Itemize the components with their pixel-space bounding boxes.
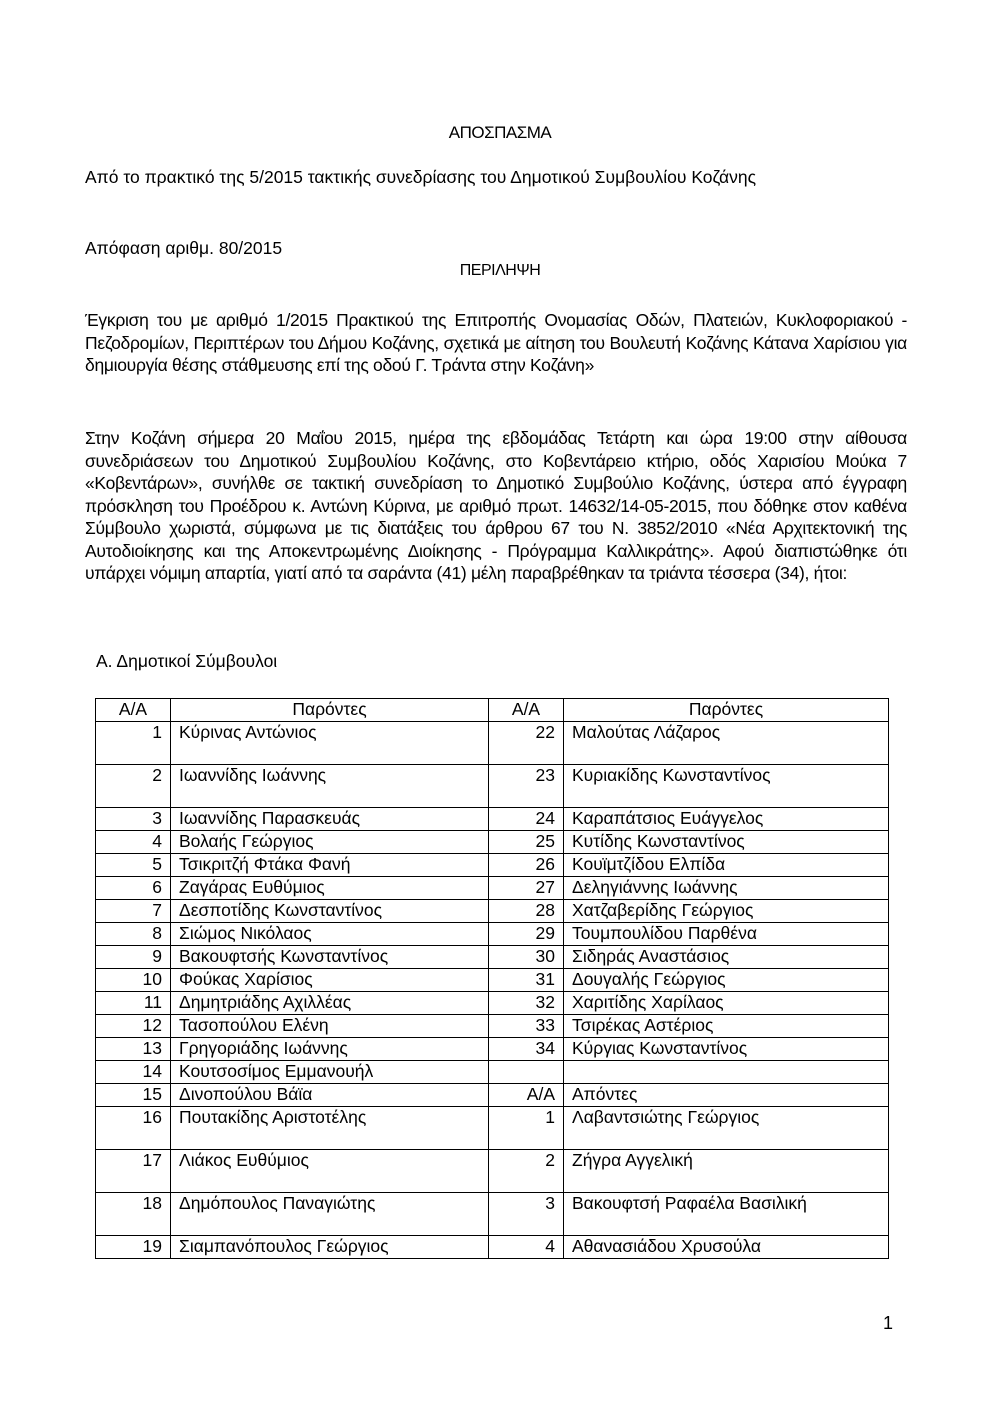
cell-number-left: 10 — [96, 969, 171, 992]
cell-number-right: 31 — [489, 969, 564, 992]
cell-number-left: 13 — [96, 1038, 171, 1061]
table-header-row — [96, 699, 889, 722]
session-paragraph: Στην Κοζάνη σήμερα 20 Μαΐου 2015, ημέρα της εβδομάδας Τετάρτη και ώρα 19:00 στην αίθουσα συνεδριάσεων του Δημοτικού Συμβουλίου Κοζάνης, στο Κοβεντάρειο κτήριο, οδός Χαρισίου Μούκα 7 «Κοβεντάρων», συνήλθε σε τακτική συνεδρίαση το Δημοτικό Συμβούλιο Κοζάνης, ύστερα από έγγραφη πρόσκληση του Προέδρου κ. Αντώνη Κύρινα, με αριθμό πρωτ. 14632/14-05-2015, που δόθηκε στον καθένα Σύμβουλο χωριστά, σύμφωνα με τις διατάξεις του άρθρου 67 του Ν. 3852/2010 «Νέα Αρχιτεκτονική της Αυτοδιοίκησης και της Αποκεντρωμένης Διοίκησης - Πρόγραμμα Καλλικράτης». Αφού διαπιστώθηκε ότι υπάρχει νόμιμη απαρτία, γιατί από τα σαράντα (41) μέλη παραβρέθηκαν τα τριάντα τέσσερα (34), ήτοι: — [85, 428, 907, 583]
cell-name-left: Ιωαννίδης Παρασκευάς — [171, 808, 489, 831]
table-row — [96, 877, 889, 900]
cell-name-right: Μαλούτας Λάζαρος — [564, 722, 889, 765]
header-aa-left: Α/Α — [96, 699, 171, 722]
summary-heading: ΠΕΡΙΛΗΨΗ — [459, 262, 541, 279]
cell-number-right: 3 — [489, 1193, 564, 1236]
table-row — [96, 1107, 889, 1150]
cell-number-right: 26 — [489, 854, 564, 877]
cell-name-right: Κύργιας Κωνσταντίνος — [564, 1038, 889, 1061]
cell-name-left: Βολαής Γεώργιος — [171, 831, 489, 854]
members-table — [95, 698, 889, 1259]
cell-number-left: 14 — [96, 1061, 171, 1084]
cell-name-left: Δινοπούλου Βάϊα — [171, 1084, 489, 1107]
table-row — [96, 854, 889, 877]
cell-name-left: Σιαμπανόπουλος Γεώργιος — [171, 1236, 489, 1259]
cell-name-right: Αθανασιάδου Χρυσούλα — [564, 1236, 889, 1259]
cell-number-right: 25 — [489, 831, 564, 854]
cell-number-right: 1 — [489, 1107, 564, 1150]
table-row — [96, 923, 889, 946]
cell-name-left: Ιωαννίδης Ιωάννης — [171, 765, 489, 808]
cell-number-left: 4 — [96, 831, 171, 854]
table-row — [96, 1150, 889, 1193]
cell-number-left: 15 — [96, 1084, 171, 1107]
cell-number-right: 29 — [489, 923, 564, 946]
members-table-body — [96, 722, 889, 1259]
cell-name-right: Απόντες — [564, 1084, 889, 1107]
cell-name-right: Χατζαβερίδης Γεώργιος — [564, 900, 889, 923]
page-number: 1 — [883, 1313, 894, 1333]
cell-name-right: Κυτίδης Κωνσταντίνος — [564, 831, 889, 854]
cell-name-right: Δεληγιάννης Ιωάννης — [564, 877, 889, 900]
cell-number-right: 28 — [489, 900, 564, 923]
cell-number-right: 34 — [489, 1038, 564, 1061]
table-row — [96, 1038, 889, 1061]
cell-number-right: Α/Α — [489, 1084, 564, 1107]
decision-number: Απόφαση αριθμ. 80/2015 — [85, 238, 283, 258]
cell-number-left: 12 — [96, 1015, 171, 1038]
intro-text: Από το πρακτικό της 5/2015 τακτικής συνεδρίασης του Δημοτικού Συμβουλίου Κοζάνης — [85, 167, 757, 187]
table-row — [96, 900, 889, 923]
cell-name-right: Κυριακίδης Κωνσταντίνος — [564, 765, 889, 808]
cell-number-right: 4 — [489, 1236, 564, 1259]
table-row — [96, 969, 889, 992]
document-title: ΑΠΟΣΠΑΣΜΑ — [448, 123, 552, 142]
cell-number-right — [489, 1061, 564, 1084]
cell-number-left: 3 — [96, 808, 171, 831]
table-row — [96, 722, 889, 765]
cell-number-left: 2 — [96, 765, 171, 808]
cell-name-right: Βακουφτσή Ραφαέλα Βασιλική — [564, 1193, 889, 1236]
members-heading: Α. Δημοτικοί Σύμβουλοι — [96, 651, 278, 671]
cell-name-right: Τσιρέκας Αστέριος — [564, 1015, 889, 1038]
table-row — [96, 992, 889, 1015]
cell-number-right: 24 — [489, 808, 564, 831]
cell-name-right: Χαριτίδης Χαρίλαος — [564, 992, 889, 1015]
cell-name-left: Φούκας Χαρίσιος — [171, 969, 489, 992]
table-row — [96, 808, 889, 831]
cell-number-left: 9 — [96, 946, 171, 969]
cell-number-right: 30 — [489, 946, 564, 969]
cell-number-left: 16 — [96, 1107, 171, 1150]
table-row — [96, 1015, 889, 1038]
cell-name-left: Δεσποτίδης Κωνσταντίνος — [171, 900, 489, 923]
cell-number-left: 17 — [96, 1150, 171, 1193]
header-present-right: Παρόντες — [564, 699, 889, 722]
cell-number-right: 33 — [489, 1015, 564, 1038]
cell-number-left: 6 — [96, 877, 171, 900]
cell-number-left: 8 — [96, 923, 171, 946]
cell-name-right: Ζήγρα Αγγελική — [564, 1150, 889, 1193]
cell-number-left: 19 — [96, 1236, 171, 1259]
cell-name-right: Κουϊμτζίδου Ελπίδα — [564, 854, 889, 877]
cell-name-left: Τσικριτζή Φτάκα Φανή — [171, 854, 489, 877]
cell-number-right: 23 — [489, 765, 564, 808]
table-row — [96, 946, 889, 969]
header-aa-right: Α/Α — [489, 699, 564, 722]
cell-number-right: 27 — [489, 877, 564, 900]
cell-number-left: 11 — [96, 992, 171, 1015]
cell-name-left: Βακουφτσής Κωνσταντίνος — [171, 946, 489, 969]
cell-name-right: Καραπάτσιος Ευάγγελος — [564, 808, 889, 831]
cell-name-left: Πουτακίδης Αριστοτέλης — [171, 1107, 489, 1150]
cell-name-left: Κουτσοσίμος Εμμανουήλ — [171, 1061, 489, 1084]
table-row — [96, 765, 889, 808]
cell-name-right: Τουμπουλίδου Παρθένα — [564, 923, 889, 946]
cell-number-right: 32 — [489, 992, 564, 1015]
cell-name-left: Δημητριάδης Αχιλλέας — [171, 992, 489, 1015]
cell-name-right: Δουγαλής Γεώργιος — [564, 969, 889, 992]
summary-paragraph: Έγκριση του με αριθμό 1/2015 Πρακτικού της Επιτροπής Ονομασίας Οδών, Πλατειών, Κυκλοφοριακού - Πεζοδρομίων, Περιπτέρων του Δήμου Κοζάνης, σχετικά με αίτηση του Βουλευτή Κοζάνης Κάτανα Χαρίσιου για δημιουργία θέσης στάθμευσης επί της οδού Γ. Τράντα στην Κοζάνη» — [85, 310, 907, 375]
cell-name-left: Κύρινας Αντώνιος — [171, 722, 489, 765]
cell-name-right — [564, 1061, 889, 1084]
table-row — [96, 1193, 889, 1236]
cell-name-left: Δημόπουλος Παναγιώτης — [171, 1193, 489, 1236]
cell-name-left: Σιώμος Νικόλαος — [171, 923, 489, 946]
cell-name-left: Γρηγοριάδης Ιωάννης — [171, 1038, 489, 1061]
cell-number-left: 7 — [96, 900, 171, 923]
cell-number-left: 1 — [96, 722, 171, 765]
cell-number-left: 18 — [96, 1193, 171, 1236]
cell-name-right: Λαβαντσιώτης Γεώργιος — [564, 1107, 889, 1150]
header-present-left: Παρόντες — [171, 699, 489, 722]
cell-number-right: 22 — [489, 722, 564, 765]
cell-name-left: Τασοπούλου Ελένη — [171, 1015, 489, 1038]
table-row — [96, 1061, 889, 1084]
table-row — [96, 1084, 889, 1107]
cell-name-right: Σιδηράς Αναστάσιος — [564, 946, 889, 969]
table-row — [96, 1236, 889, 1259]
cell-number-left: 5 — [96, 854, 171, 877]
cell-name-left: Λιάκος Ευθύμιος — [171, 1150, 489, 1193]
table-row — [96, 831, 889, 854]
cell-number-right: 2 — [489, 1150, 564, 1193]
cell-name-left: Ζαγάρας Ευθύμιος — [171, 877, 489, 900]
